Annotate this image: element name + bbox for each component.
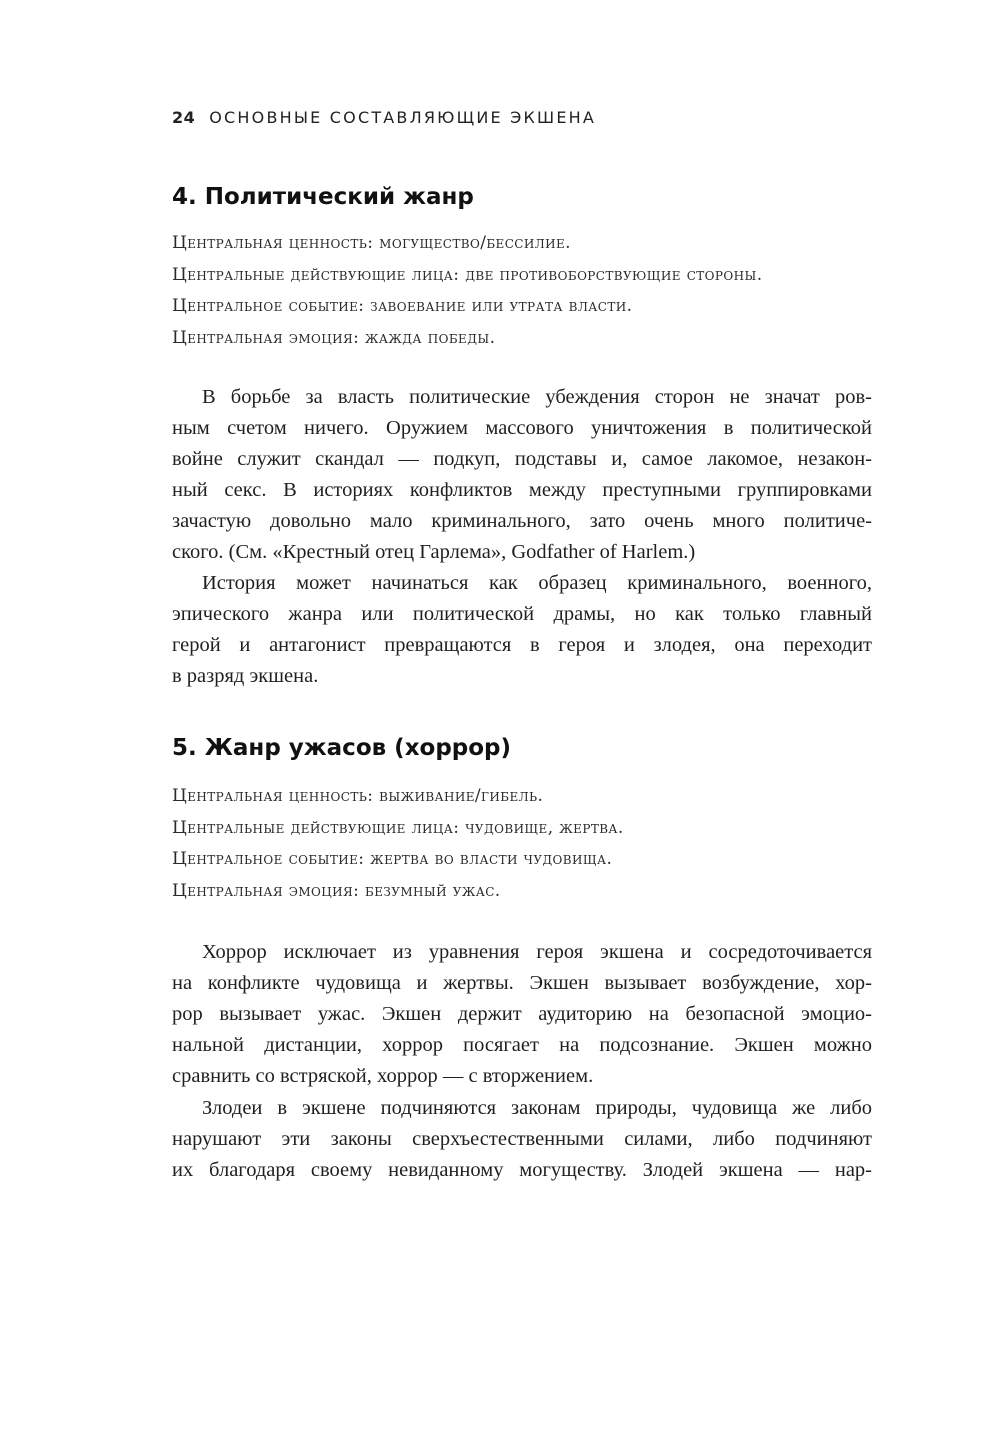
meta-central-emotion: Центральная эмоция: жажда победы. bbox=[172, 327, 496, 348]
paragraph bbox=[172, 568, 872, 692]
text-line: Злодеи в экшене подчиняются законам природы, чудовища же либо bbox=[202, 1097, 872, 1119]
running-head bbox=[172, 108, 596, 127]
meta-central-emotion: Центральная эмоция: безумный ужас. bbox=[172, 880, 501, 901]
section-heading-political: 4. Политический жанр bbox=[172, 184, 474, 210]
meta-central-characters: Центральные действующие лица: чудовище, жертва. bbox=[172, 817, 624, 838]
text-line: зачастую довольно мало криминального, зато очень много политиче- bbox=[172, 510, 872, 532]
text-line: рор вызывает ужас. Экшен держит аудиторию на безопасной эмоцио- bbox=[172, 1003, 872, 1025]
text-line: эпического жанра или политической драмы, но как только главный bbox=[172, 603, 872, 625]
genre-meta-list-political bbox=[172, 228, 763, 354]
meta-central-event: Центральное событие: завоевание или утрата власти. bbox=[172, 296, 633, 316]
text-line: на конфликте чудовища и жертвы. Экшен вызывает возбуждение, хор- bbox=[172, 972, 872, 994]
paragraph bbox=[172, 1093, 872, 1186]
text-line: ный секс. В историях конфликтов между преступными группировками bbox=[172, 479, 872, 501]
meta-central-characters: Центральные действующие лица: две противоборствующие стороны. bbox=[172, 264, 763, 285]
text-line: нальной дистанции, хоррор посягает на подсознание. Экшен можно bbox=[172, 1034, 872, 1056]
paragraph bbox=[172, 382, 872, 568]
text-line: их благодаря своему невиданному могуществу. Злодей экшена — нар- bbox=[172, 1159, 872, 1181]
meta-central-value: Центральная ценность: выживание/гибель. bbox=[172, 786, 544, 806]
running-head-title: ОСНОВНЫЕ СОСТАВЛЯЮЩИЕ ЭКШЕНА bbox=[209, 108, 597, 127]
meta-central-event: Центральное событие: жертва во власти чудовища. bbox=[172, 849, 613, 869]
text-line: войне служит скандал — подкуп, подставы и, самое лакомое, незакон- bbox=[172, 448, 872, 470]
meta-central-value: Центральная ценность: могущество/бессилие. bbox=[172, 233, 571, 253]
text-line: герой и антагонист превращаются в героя и злодея, она переходит bbox=[172, 634, 872, 656]
text-line: сравнить со встряской, хоррор — с вторжением. bbox=[172, 1065, 594, 1087]
text-line: в разряд экшена. bbox=[172, 665, 319, 687]
section-heading-horror: 5. Жанр ужасов (хоррор) bbox=[172, 735, 512, 761]
text-line: История может начинаться как образец криминального, военного, bbox=[202, 572, 872, 594]
text-line: Хоррор исключает из уравнения героя экшена и сосредоточивается bbox=[202, 941, 872, 963]
text-line: ского. (См. «Крестный отец Гарлема», Godfather of Harlem.) bbox=[172, 541, 696, 563]
text-line: В борьбе за власть политические убеждения сторон не значат ров- bbox=[202, 386, 872, 408]
paragraph bbox=[172, 937, 872, 1092]
text-line: нарушают эти законы сверхъестественными силами, либо подчиняют bbox=[172, 1128, 872, 1150]
genre-meta-list-horror bbox=[172, 781, 624, 907]
page-number: 24 bbox=[172, 108, 196, 127]
text-line: ным счетом ничего. Оружием массового уничтожения в политической bbox=[172, 417, 872, 439]
